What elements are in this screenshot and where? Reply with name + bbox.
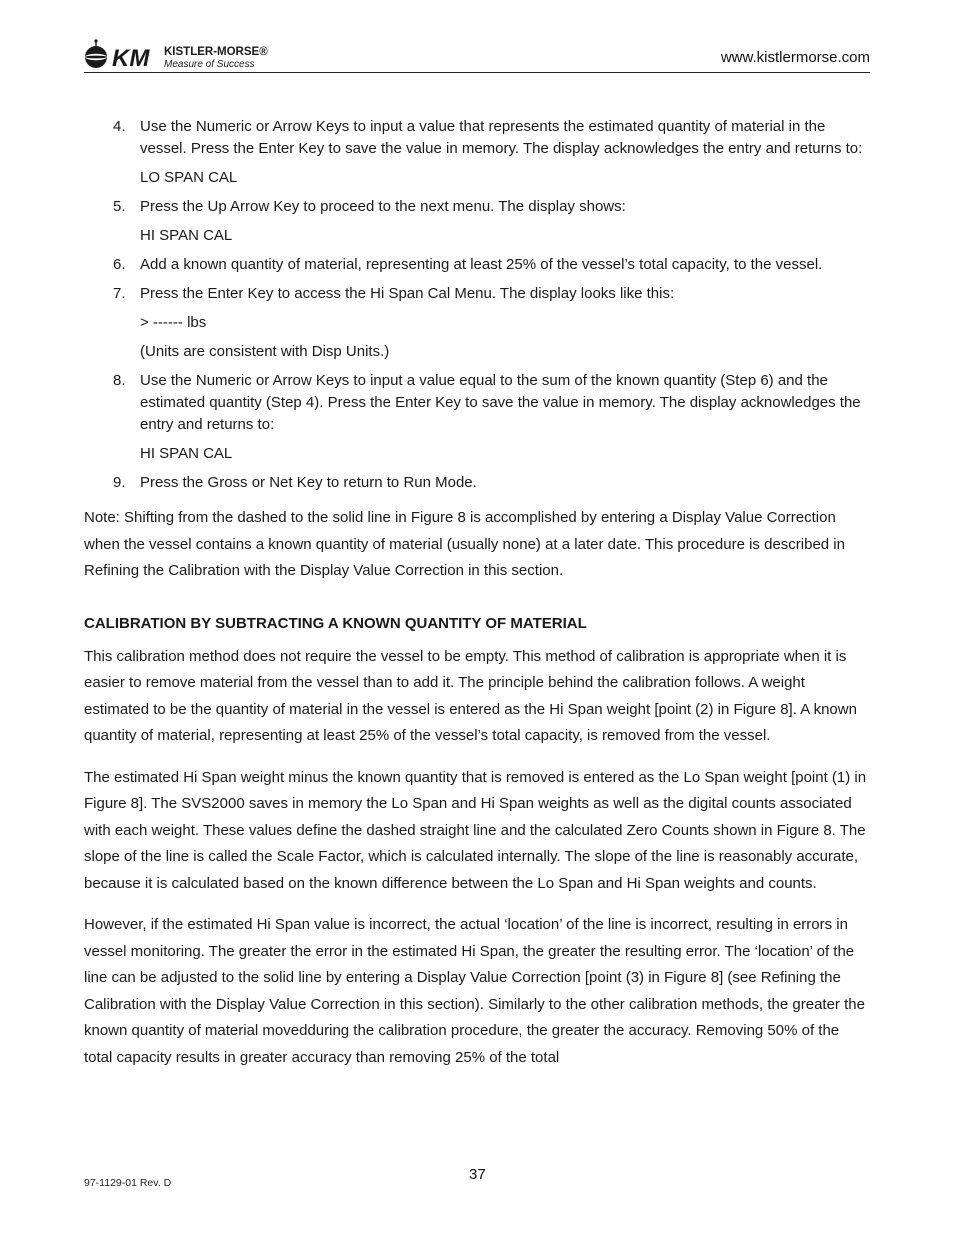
step-item: [84, 283, 870, 363]
display-readout: HI SPAN CAL: [140, 227, 233, 244]
display-readout: LO SPAN CAL: [140, 169, 238, 186]
body-paragraph: This calibration method does not require the vessel to be empty. This method of calibration is appropriate when it is easier to remove material from the vessel than to add it. The principle behind the calibration follows. A weight estimated to be the quantity of material in the vessel is entered as the Hi Span weight [point (2) in Figure 8]. A known quantity of material, representing at least 25% of the vessel’s total capacity, is removed from the vessel.: [84, 647, 857, 744]
kistler-morse-logo: [84, 38, 274, 70]
logo-tagline: Measure of Success: [164, 59, 255, 70]
step-text: Add a known quantity of material, representing at least 25% of the vessel’s total capacity, to the vessel.: [140, 256, 823, 273]
step-number: 8.: [113, 372, 126, 389]
logo-letters: KM: [112, 45, 150, 70]
globe-emblem-icon: [85, 39, 107, 68]
page-number: 37: [469, 1166, 486, 1183]
step-number: 7.: [113, 285, 126, 302]
document-revision: 97-1129-01 Rev. D: [84, 1177, 172, 1189]
step-text: Press the Gross or Net Key to return to Run Mode.: [140, 474, 477, 491]
step-number: 9.: [113, 474, 126, 491]
step-text: Use the Numeric or Arrow Keys to input a value equal to the sum of the known quantity (Step 6) and the estimated quantity (Step 4). Press the Enter Key to save the value in memory. The display acknowledges the entry and returns to:: [140, 372, 861, 433]
display-readout: > ------ lbs: [140, 314, 207, 331]
step-item: [84, 472, 870, 494]
logo-brand: KISTLER-MORSE®: [164, 46, 268, 58]
website-link[interactable]: www.kistlermorse.com: [720, 49, 870, 66]
step-text: Use the Numeric or Arrow Keys to input a value that represents the estimated quantity of material in the vessel. Press the Enter Key to save the value in memory. The display acknowledges the entry and returns to:: [140, 118, 863, 157]
display-units-note: (Units are consistent with Disp Units.): [140, 343, 390, 360]
step-text: Press the Enter Key to access the Hi Span Cal Menu. The display looks like this:: [140, 285, 675, 302]
page-header: [84, 36, 870, 73]
body-paragraph: The estimated Hi Span weight minus the known quantity that is removed is entered as the Lo Span weight [point (1) in Figure 8]. The SVS2000 saves in memory the Lo Span and Hi Span weights as well as the digital counts associated with each weight. These values define the dashed straight line and the calculated Zero Counts shown in Figure 8. The slope of the line is called the Scale Factor, which is calculated internally. The slope of the line is reasonably accurate, because it is calculated based on the known difference between the Lo Span and Hi Span weights and counts.: [84, 768, 867, 892]
step-number: 4.: [113, 118, 126, 135]
step-item: [84, 196, 870, 247]
step-number: 5.: [113, 198, 126, 215]
page-content: [84, 116, 870, 1071]
procedure-steps: [84, 116, 870, 494]
step-text: Press the Up Arrow Key to proceed to the next menu. The display shows:: [140, 198, 626, 215]
body-paragraph: However, if the estimated Hi Span value is incorrect, the actual ‘location’ of the line is incorrect, resulting in errors in vessel monitoring. The greater the error in the estimated Hi Span, the greater the resulting error. The ‘location’ of the line can be adjusted to the solid line by entering a Display Value Correction [point (3) in Figure 8] (see Refining the Calibration with the Display Value Correction in this section). Similarly to the other calibration methods, the greater the known quantity of material movedduring the calibration procedure, the greater the accuracy. Removing 50% of the total capacity results in greater accuracy than removing 25% of the total: [84, 916, 865, 1066]
section-heading: CALIBRATION BY SUBTRACTING A KNOWN QUANTITY OF MATERIAL: [84, 614, 587, 632]
step-item: [84, 370, 870, 465]
step-number: 6.: [113, 256, 126, 273]
display-readout: HI SPAN CAL: [140, 445, 233, 462]
note-paragraph: Note: Shifting from the dashed to the solid line in Figure 8 is accomplished by entering a Display Value Correction when the vessel contains a known quantity of material (usually none) at a later date. This procedure is described in Refining the Calibration with the Display Value Correction in this section.: [84, 509, 845, 579]
step-item: [84, 254, 870, 276]
step-item: [84, 116, 870, 189]
